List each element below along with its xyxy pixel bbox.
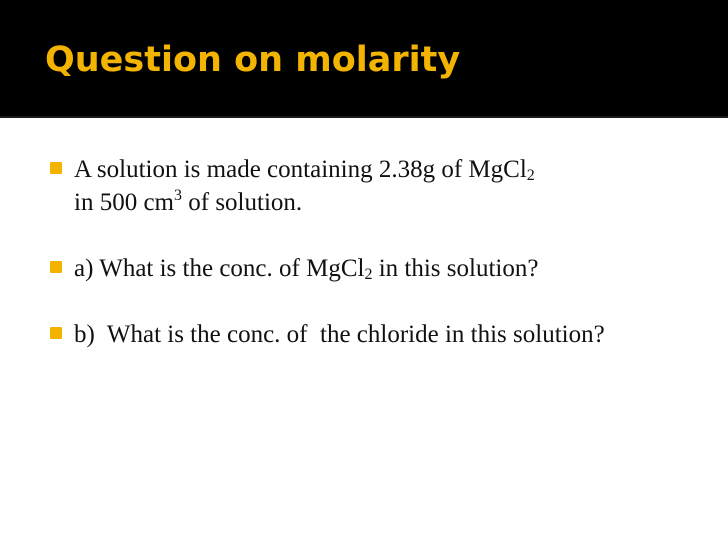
bullet-text: in this solution? — [372, 255, 539, 282]
square-bullet-icon — [50, 327, 62, 339]
subscript: 2 — [364, 266, 373, 283]
bullet-text: A solution is made containing 2.38g of MgCl — [74, 156, 527, 183]
bullet-text: b) What is the conc. of the chloride in this solution? — [74, 321, 605, 348]
square-bullet-icon — [50, 162, 62, 174]
bullet-item-question-a — [50, 252, 690, 285]
bullet-item-question-b — [50, 318, 690, 351]
title-bar — [0, 0, 728, 118]
bullet-text: in 500 cm — [74, 189, 174, 216]
bullet-item-solution — [50, 153, 690, 219]
subscript: 2 — [526, 167, 535, 184]
slide-title: Question on molarity — [45, 40, 461, 80]
bullet-list — [50, 153, 690, 384]
bullet-text: a) What is the conc. of MgCl — [74, 255, 365, 282]
bullet-text: of solution. — [182, 189, 303, 216]
square-bullet-icon — [50, 261, 62, 273]
superscript: 3 — [174, 187, 182, 204]
